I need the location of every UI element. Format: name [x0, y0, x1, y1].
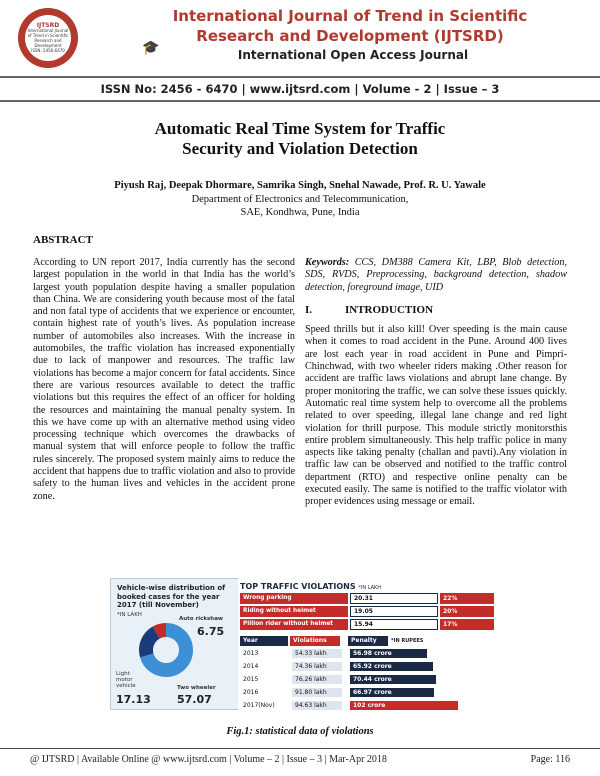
page-number: Page: 116: [530, 754, 570, 765]
top-violations-panel: [238, 578, 496, 716]
keywords-text: CCS, DM388 Camera Kit, LBP, Blob detection, SDS, RVDS, Preprocessing, background detection, shadow detection, foreground image, UID: [305, 257, 568, 293]
donut-title-line1: Vehicle-wise distribution of: [117, 584, 226, 592]
auto-value: 6.75: [197, 625, 225, 638]
penalty-bar: 102 crore: [350, 701, 458, 710]
table-row: [240, 674, 494, 685]
journal-title-line2: Research and Development (IJTSRD): [196, 27, 504, 45]
logo-issn: ISSN: 2456-6470: [31, 48, 65, 53]
journal-title: [140, 6, 560, 46]
logo-line4: Development: [34, 43, 62, 48]
penalty-bar: 65.92 crore: [350, 662, 433, 671]
violations-cell: 91.80 lakh: [292, 688, 342, 697]
lmv-label-line3: vehicle: [116, 683, 136, 689]
journal-title-line1: International Journal of Trend in Scientific: [172, 7, 528, 25]
violations-header: Violations: [290, 636, 340, 646]
abstract-text: According to UN report 2017, India currently has the second largest population in the world in that India has the world’s largest youth population despite having a smaller population than China. We are considering youth because most of the fatal and non fatal type of accidents that we experience or encounter, contain highest rate of youth’s lives. As population increase number of automobiles also increases. With the increase in automobiles, the traffic violation has increased exponentially due to lack of manpower and resources. The traffic law violations has become a major concern for fatal accidents. Since there are various resources available to detect the traffic violations but this requires the effect of an officer for holding the resources and maintaining the manual penalty system. In this we have come up with an alternative method using video processing technique which overcomes the drawbacks of manual system that will enforce people to follow the traffic rules sincerely. The proposed system mainly aims to reduce the accident that happens due to traffic violation and also to provide safety to the human lives and vehicles in the accident prone zone.: [33, 257, 295, 502]
abstract-heading: ABSTRACT: [33, 234, 93, 246]
section-title: INTRODUCTION: [345, 303, 434, 316]
journal-logo: [18, 8, 78, 68]
table-row: [240, 648, 494, 659]
year-cell: 2016: [243, 689, 259, 696]
table-row: [240, 661, 494, 672]
open-access-label: International Open Access Journal: [237, 48, 469, 62]
logo-name: IJTSRD: [36, 22, 60, 29]
lmv-value: 17.13: [116, 693, 151, 706]
donut-chart: [137, 621, 195, 679]
violation-row: [240, 606, 494, 617]
paper-title-line2: Security and Violation Detection: [182, 139, 418, 158]
footer-left: @ IJTSRD | Available Online @ www.ijtsrd.com | Volume – 2 | Issue – 3 | Mar-Apr 2018: [30, 754, 387, 765]
penalty-unit: *IN RUPEES: [391, 638, 424, 644]
page-footer: [0, 748, 600, 771]
lmv-label-line1: Light: [116, 671, 130, 677]
table-row: [240, 687, 494, 698]
right-column: [305, 257, 567, 509]
penalty-bar: 70.44 crore: [350, 675, 436, 684]
affiliation: [40, 193, 560, 219]
violation-percent: 17%: [440, 619, 494, 630]
year-cell: 2013: [243, 650, 259, 657]
vehicle-distribution-panel: [110, 578, 240, 710]
issn-bar: ISSN No: 2456 - 6470 | www.ijtsrd.com | Volume - 2 | Issue – 3: [0, 76, 600, 102]
violations-cell: 54.33 lakh: [292, 649, 342, 658]
keywords-paragraph: [305, 257, 567, 294]
donut-title-line2: booked cases for the year: [117, 592, 220, 601]
section-number: I.: [305, 303, 313, 316]
two-wheeler-value: 57.07: [177, 693, 212, 706]
introduction-text: Speed thrills but it also kill! Over speeding is the main cause when it comes to road accident in the Pune. Around 400 lives are lost each year in road accident in Pune and Pimpri-Chinchwad, with two wheeler riders making .Other reason for accident are traffic laws violations and abrupt lane change. By proper monitoring the traffic, we can solve these issues quickly. Automatic real time system help to overcome all the problems related to over speeding, illegal lane change and red light violation for thrill purpose. This module strictly monitorsthis entire problem simultaneously. This help traffic police in many aspects like taking penalty (challan and pavti).Any violation in traffic law can be observed and notified to the traffic control department (RTO) and respective online penalty can be executed easily. The same is notified to the traffic violator with proper evidences using message or email.: [305, 324, 567, 508]
authors: Piyush Raj, Deepak Dhormare, Samrika Singh, Snehal Nawade, Prof. R. U. Yawale: [114, 180, 486, 191]
top-violations-unit: *IN LAKH: [358, 585, 382, 591]
graduation-cap-icon: 🎓: [142, 41, 160, 56]
donut-unit: *IN LAKH: [117, 612, 142, 618]
violation-row: [240, 619, 494, 630]
logo-line1: International Journal: [27, 28, 69, 33]
auto-label: Auto rickshaw: [179, 616, 223, 622]
table-row: [240, 700, 494, 711]
violation-label: Pillion rider without helmet: [240, 619, 348, 630]
keywords-label: Keywords:: [305, 257, 350, 268]
logo-line3: Research and: [34, 38, 62, 43]
violations-cell: 76.26 lakh: [292, 675, 342, 684]
year-cell: 2015: [243, 676, 259, 683]
donut-title-line3: 2017 (till November): [117, 601, 199, 609]
year-cell: 2017(Nov): [243, 702, 275, 709]
top-violations-title: [240, 582, 381, 591]
violation-row: [240, 593, 494, 604]
violation-value: 15.94: [350, 619, 438, 630]
top-violations-title-text: TOP TRAFFIC VIOLATIONS: [240, 582, 356, 591]
two-wheeler-label: Two wheeler: [177, 685, 216, 691]
violation-label: Riding without helmet: [240, 606, 348, 617]
violation-percent: 20%: [440, 606, 494, 617]
year-cell: 2014: [243, 663, 259, 670]
penalty-header: Penalty: [348, 636, 388, 646]
lmv-label: [116, 671, 136, 689]
violation-label: Wrong parking: [240, 593, 348, 604]
penalty-bar: 56.98 crore: [350, 649, 427, 658]
affiliation-line2: SAE, Kondhwa, Pune, India: [240, 207, 360, 218]
introduction-heading: [305, 304, 567, 316]
year-header: Year: [240, 636, 288, 646]
violation-value: 20.31: [350, 593, 438, 604]
affiliation-line1: Department of Electronics and Telecommunication,: [191, 194, 409, 205]
logo-line2: of Trend in Scientific: [27, 33, 69, 38]
penalty-bar: 66.97 crore: [350, 688, 434, 697]
violations-cell: 94.63 lakh: [292, 701, 342, 710]
paper-title: [60, 119, 540, 159]
paper-title-line1: Automatic Real Time System for Traffic: [154, 119, 446, 138]
donut-title: [117, 584, 225, 610]
violation-percent: 22%: [440, 593, 494, 604]
lmv-label-line2: motor: [116, 677, 133, 683]
figure-caption: Fig.1: statistical data of violations: [226, 726, 374, 737]
violation-value: 19.05: [350, 606, 438, 617]
violations-cell: 74.36 lakh: [292, 662, 342, 671]
